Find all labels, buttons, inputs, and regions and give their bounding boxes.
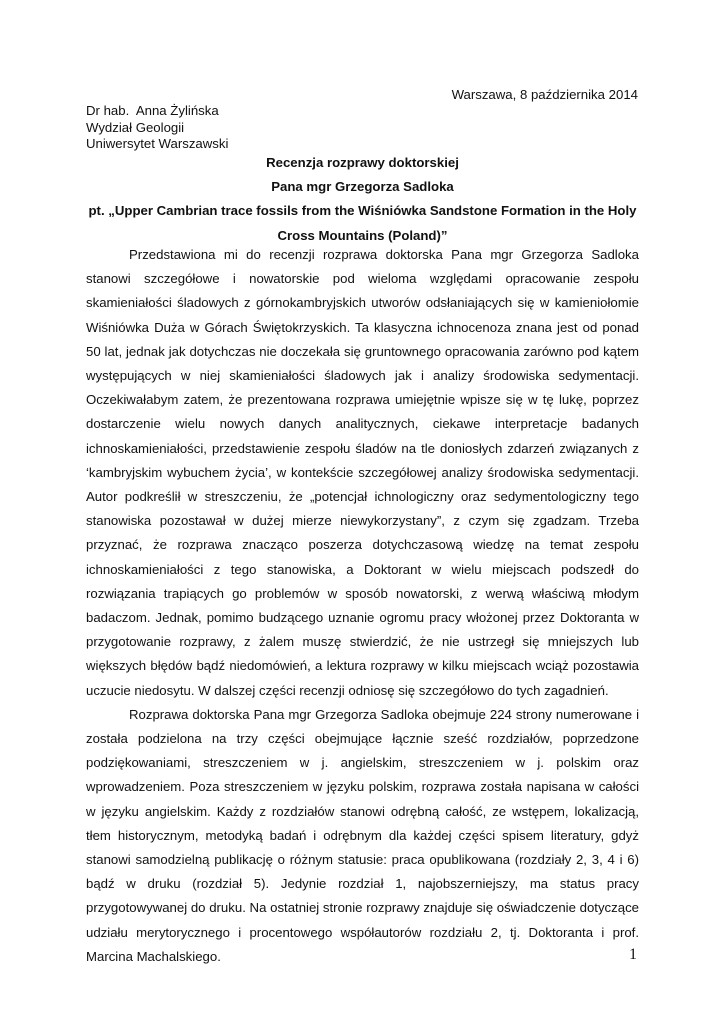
author-name: Dr hab. Anna Żylińska [86,103,219,118]
page-number: 1 [629,946,637,963]
title-line-1: Recenzja rozprawy doktorskiej [266,155,459,170]
review-body [86,243,639,969]
body-paragraph: Przedstawiona mi do recenzji rozprawa doktorska Pana mgr Grzegorza Sadloka stanowi szczegółowe i nowatorskie pod wieloma względami opracowanie zespołu skamieniałości śladowych z górnokambryjskich utworów odsłaniających się w kamieniołomie Wiśniówka Duża w Górach Świętokrzyskich. Ta klasyczna ichnocenoza znana jest od ponad 50 lat, jednak jak dotychczas nie doczekała się gruntownego opracowania zarówno pod kątem występujących w niej skamieniałości śladowych jak i analizy środowiska sedymentacji. Oczekiwałabym zatem, że prezentowana rozprawa umiejętnie wpisze się w tę lukę, poprzez dostarczenie wielu nowych danych analitycznych, ciekawe interpretacje badanych ichnoskamieniałości, przedstawienie zespołu śladów na tle doniosłych zdarzeń związanych z ‘kambryjskim wybuchem życia’, w kontekście szczegółowej analizy środowiska sedymentacji. Autor podkreślił w streszczeniu, że „potencjał ichnologiczny oraz sedymentologiczny tego stanowiska pozostawał w dużej mierze niewykorzystany”, z czym się zgadzam. Trzeba przyznać, że rozprawa znacząco poszerza dotychczasową wiedzę na temat zespołu ichnoskamieniałości z tego stanowiska, a Doktorant w wielu miejscach podszedł do rozwiązania trapiących go problemów w sposób nowatorski, z werwą właściwą młodym badaczom. Jednak, pomimo budzącego uznanie ogromu pracy włożonej przez Doktoranta w przygotowanie rozprawy, z żalem muszę stwierdzić, że nie ustrzegł się mniejszych lub większych błędów bądź niedomówień, a lektura rozprawy w kilku miejscach wciąż pozostawia uczucie niedosytu. W dalszej części recenzji odniosę się szczegółowo do tych zagadnień. [86,247,639,698]
sender-address [86,103,228,153]
letter-date: Warszawa, 8 października 2014 [451,87,638,102]
review-title [86,151,639,248]
title-line-2: Pana mgr Grzegorza Sadloka [271,179,454,195]
university-name: Uniwersytet Warszawski [86,136,229,151]
body-paragraph: Rozprawa doktorska Pana mgr Grzegorza Sadloka obejmuje 224 strony numerowane i została podzielona na trzy części obejmujące łącznie sześć rozdziałów, poprzedzone podziękowaniami, streszczeniem w j. angielskim, streszczeniem w j. polskim oraz wprowadzeniem. Poza streszczeniem w języku polskim, rozprawa została napisana w całości w języku angielskim. Każdy z rozdziałów stanowi odrębną całość, ze wstępem, lokalizacją, tłem historycznym, metodyką badań i odrębnym dla każdej części spisem literatury, gdyż stanowi samodzielną publikację o różnym statusie: praca opublikowana (rozdziały 2, 3, 4 i 6) bądź w druku (rozdział 5). Jedynie rozdział 1, najobszerniejszy, ma status pracy przygotowywanej do druku. Na ostatniej stronie rozprawy znajduje się oświadczenie dotyczące udziału merytorycznego i procentowego współautorów rozdziału 2, tj. Doktoranta i prof. Marcina Machalskiego. [86,706,639,964]
title-line-3: pt. „Upper Cambrian trace fossils from the Wiśniówka Sandstone Formation in the Holy Cross Mountains (Poland)” [88,203,637,243]
department-name: Wydział Geologii [86,119,185,135]
